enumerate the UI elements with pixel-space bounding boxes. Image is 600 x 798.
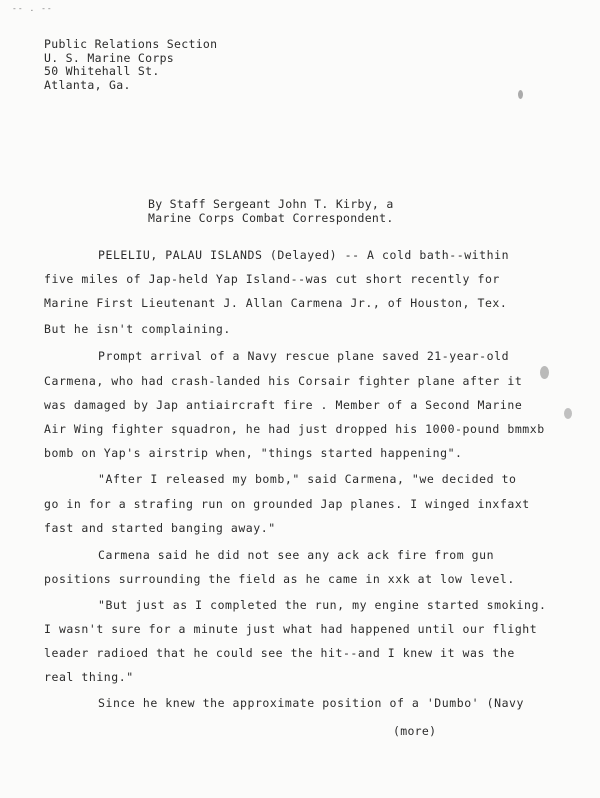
letterhead-line: 50 Whitehall St.	[44, 64, 160, 78]
letterhead-line: Atlanta, Ga.	[44, 77, 131, 92]
letterhead-line: U. S. Marine Corps	[44, 50, 175, 65]
byline-line: Marine Corps Combat Correspondent.	[148, 210, 394, 225]
body-line: bomb on Yap's airstrip when, "things started happening".	[44, 446, 463, 460]
body-line: five miles of Jap-held Yap Island--was cut short recently for	[44, 272, 500, 286]
ink-blot	[540, 366, 549, 379]
byline-line: By Staff Sergeant John T. Kirby, a	[148, 197, 394, 211]
body-line: Carmena said he did not see any ack ack fire from gun	[98, 548, 495, 562]
body-line: PELELIU, PALAU ISLANDS (Delayed) -- A cold bath--within	[98, 248, 510, 262]
body-line: was damaged by Jap antiaircraft fire . Member of a Second Marine	[44, 398, 523, 412]
body-line: "But just as I completed the run, my engine started smoking.	[98, 598, 547, 612]
body-line: positions surrounding the field as he came in xxk at low level.	[44, 572, 515, 586]
body-line: "After I released my bomb," said Carmena, "we decided to	[98, 472, 517, 486]
body-line: go in for a strafing run on grounded Jap planes. I winged inxfaxt	[44, 497, 530, 511]
body-line: Carmena, who had crash-landed his Corsair fighter plane after it	[44, 374, 523, 388]
letterhead	[44, 38, 217, 92]
letterhead-line: Public Relations Section	[44, 37, 218, 51]
body-line: real thing."	[44, 670, 134, 684]
body-line: Since he knew the approximate position of a 'Dumbo' (Navy	[98, 696, 524, 710]
body-line: Prompt arrival of a Navy rescue plane saved 21-year-old	[98, 349, 510, 363]
body-line: Air Wing fighter squadron, he had just dropped his 1000-pound bmmxb	[44, 422, 545, 436]
ink-blot	[564, 408, 572, 419]
byline	[148, 198, 394, 225]
ink-blot	[518, 90, 523, 99]
body-line: fast and started banging away."	[44, 521, 276, 535]
body-line: Marine First Lieutenant J. Allan Carmena Jr., of Houston, Tex.	[44, 296, 508, 310]
body-line: I wasn't sure for a minute just what had happened until our flight	[44, 622, 538, 636]
body-line: But he isn't complaining.	[44, 322, 231, 336]
corner-mark: -- . --	[12, 4, 53, 13]
more-continuation: (more)	[393, 724, 437, 738]
body-line: leader radioed that he could see the hit--and I knew it was the	[44, 646, 515, 660]
